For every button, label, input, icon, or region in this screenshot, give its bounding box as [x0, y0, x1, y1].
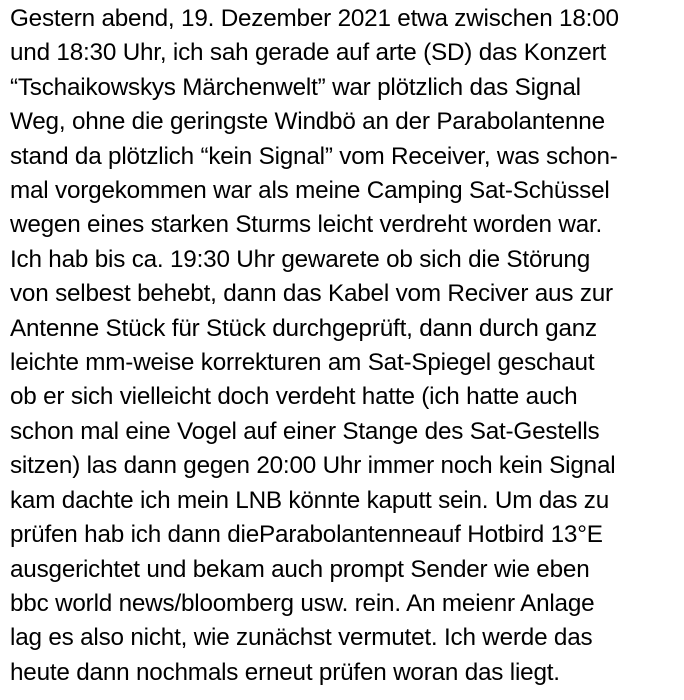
text-line-11: leichte mm-weise korrekturen am Sat-Spiegel geschaut	[10, 349, 595, 377]
text-line-15: kam dachte ich mein LNB könnte kaputt sein. Um das zu	[10, 486, 610, 514]
text-line-6: mal vorgekommen war als meine Camping Sat-Schüssel	[10, 177, 610, 205]
text-line-12: ob er sich vielleicht doch verdeht hatte (ich hatte auch	[10, 383, 578, 411]
text-line-9: von selbest behebt, dann das Kabel vom Reciver aus zur	[10, 280, 613, 308]
text-line-13: schon mal eine Vogel auf einer Stange des Sat-Gestells	[10, 417, 600, 445]
text-line-3: “Tschaikowskys Märchenwelt” war plötzlich das Signal	[10, 73, 581, 101]
text-line-18: bbc world news/bloomberg usw. rein. An meienr Anlage	[10, 589, 595, 617]
text-line-17: ausgerichtet und bekam auch prompt Sender wie eben	[10, 555, 590, 583]
text-line-7: wegen eines starken Sturms leicht verdreht worden war.	[10, 211, 603, 239]
text-line-1: Gestern abend, 19. Dezember 2021 etwa zwischen 18:00	[10, 5, 619, 32]
text-line-2: und 18:30 Uhr, ich sah gerade auf arte (SD) das Konzert	[10, 39, 606, 67]
text-line-8: Ich hab bis ca. 19:30 Uhr gewarete ob sich die Störung	[10, 245, 591, 273]
text-line-19: lag es also nicht, wie zunächst vermutet. Ich werde das	[10, 624, 593, 652]
text-line-10: Antenne Stück für Stück durchgeprüft, dann durch ganz	[10, 314, 597, 342]
text-line-20: heute dann nochmals erneut prüfen woran das liegt.	[10, 658, 560, 686]
text-line-4: Weg, ohne die geringste Windbö an der Parabolantenne	[10, 108, 605, 136]
text-line-16: prüfen hab ich dann dieParabolantenneauf Hotbird 13°E	[10, 521, 603, 549]
text-line-14: sitzen) las dann gegen 20:00 Uhr immer noch kein Signal	[10, 452, 616, 480]
text-line-5: stand da plötzlich “kein Signal” vom Receiver, was schon-	[10, 142, 618, 170]
